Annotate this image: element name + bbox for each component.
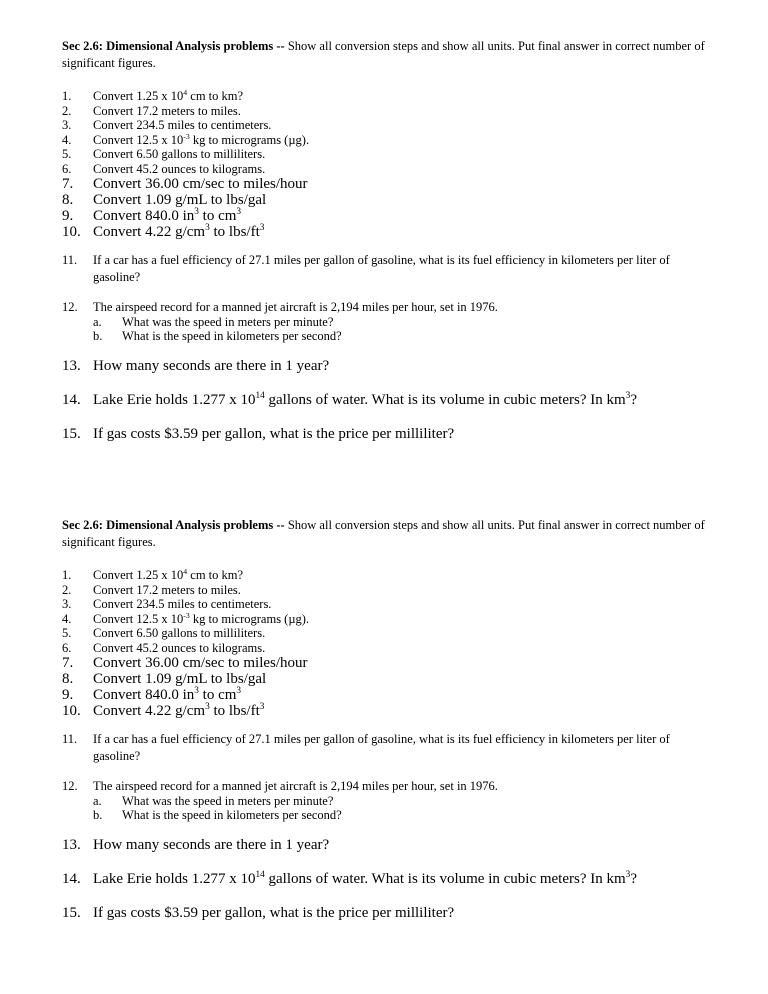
question-2: 2. Convert 17.2 meters to miles.	[62, 582, 241, 597]
question-3: 3. Convert 234.5 miles to centimeters.	[62, 118, 272, 132]
question-12a: a. What was the speed in meters per minute?	[93, 314, 334, 329]
question-15: 15. If gas costs $3.59 per gallon, what is the price per milliliter?	[62, 425, 455, 442]
question-12: 12. The airspeed record for a manned jet aircraft is 2,194 miles per hour, set in 1976. a. What was the speed in meters per minute? b. What is the speed in kilometers per second?	[62, 779, 712, 823]
worksheet-top	[62, 38, 712, 443]
question-12b: b. What is the speed in kilometers per second?	[93, 808, 342, 822]
question-4: 4. Convert 12.5 x $10^{-3}$ kg to micrograms (µg).	[62, 610, 310, 626]
worksheet-header: Sec 2.6: Dimensional Analysis problems -- Show all conversion steps and show all units. Put final answer in correct number of significant figures.	[62, 39, 705, 70]
question-6: 6. Convert 45.2 ounces to kilograms.	[62, 161, 266, 176]
question-5: 5. Convert 6.50 gallons to milliliters.	[62, 147, 266, 161]
question-3: 3. Convert 234.5 miles to centimeters.	[62, 597, 272, 611]
question-8: 8. Convert 1.09 g/mL to lbs/gal	[62, 192, 267, 208]
question-12: 12. The airspeed record for a manned jet aircraft is 2,194 miles per hour, set in 1976. a. What was the speed in meters per minute? b. What is the speed in kilometers per second?	[62, 300, 712, 344]
question-11: 11. If a car has a fuel efficiency of 27.1 miles per gallon of gasoline, what is its fuel efficiency in kilometers per liter of gasoline?	[62, 732, 670, 763]
question-13: 13. How many seconds are there in 1 year?	[62, 836, 330, 853]
question-14: 14. Lake Erie holds 1.277 x $10^{14}$ gallons of water. What is its volume in cubic meters? In $km^3$?	[62, 390, 637, 408]
question-12b: b. What is the speed in kilometers per second?	[93, 329, 342, 343]
question-10: 10. Convert 4.22 $g/cm^3$ to lbs/$ft^3$	[62, 702, 265, 719]
question-15: 15. If gas costs $3.59 per gallon, what is the price per milliliter?	[62, 904, 455, 921]
question-1: 1. Convert 1.25 x $10^4$ cm to km?	[62, 566, 244, 582]
question-10: 10. Convert 4.22 $g/cm^3$ to lbs/$ft^3$	[62, 223, 265, 240]
short-conversions-list	[62, 568, 712, 655]
question-11: 11. If a car has a fuel efficiency of 27.1 miles per gallon of gasoline, what is its fuel efficiency in kilometers per liter of gasoline?	[62, 253, 670, 284]
question-14: 14. Lake Erie holds 1.277 x $10^{14}$ gallons of water. What is its volume in cubic meters? In $km^3$?	[62, 869, 637, 887]
worksheet-bottom	[62, 517, 712, 922]
large-conversions-list	[62, 655, 712, 719]
question-6: 6. Convert 45.2 ounces to kilograms.	[62, 640, 266, 655]
question-9: 9. Convert 840.0 $in^3$ to $cm^3$	[62, 686, 242, 703]
worksheet-header: Sec 2.6: Dimensional Analysis problems -- Show all conversion steps and show all units. Put final answer in correct number of significant figures.	[62, 518, 705, 549]
question-7: 7. Convert 36.00 cm/sec to miles/hour	[62, 176, 308, 192]
question-12a: a. What was the speed in meters per minute?	[93, 793, 334, 808]
question-8: 8. Convert 1.09 g/mL to lbs/gal	[62, 671, 267, 687]
question-1: 1. Convert 1.25 x $10^4$ cm to km?	[62, 87, 244, 103]
question-7: 7. Convert 36.00 cm/sec to miles/hour	[62, 655, 308, 671]
question-9: 9. Convert 840.0 $in^3$ to $cm^3$	[62, 207, 242, 224]
question-2: 2. Convert 17.2 meters to miles.	[62, 103, 241, 118]
large-conversions-list	[62, 176, 712, 240]
question-13: 13. How many seconds are there in 1 year?	[62, 357, 330, 374]
short-conversions-list	[62, 89, 712, 176]
question-4: 4. Convert 12.5 x $10^{-3}$ kg to micrograms (µg).	[62, 131, 310, 147]
question-5: 5. Convert 6.50 gallons to milliliters.	[62, 626, 266, 640]
